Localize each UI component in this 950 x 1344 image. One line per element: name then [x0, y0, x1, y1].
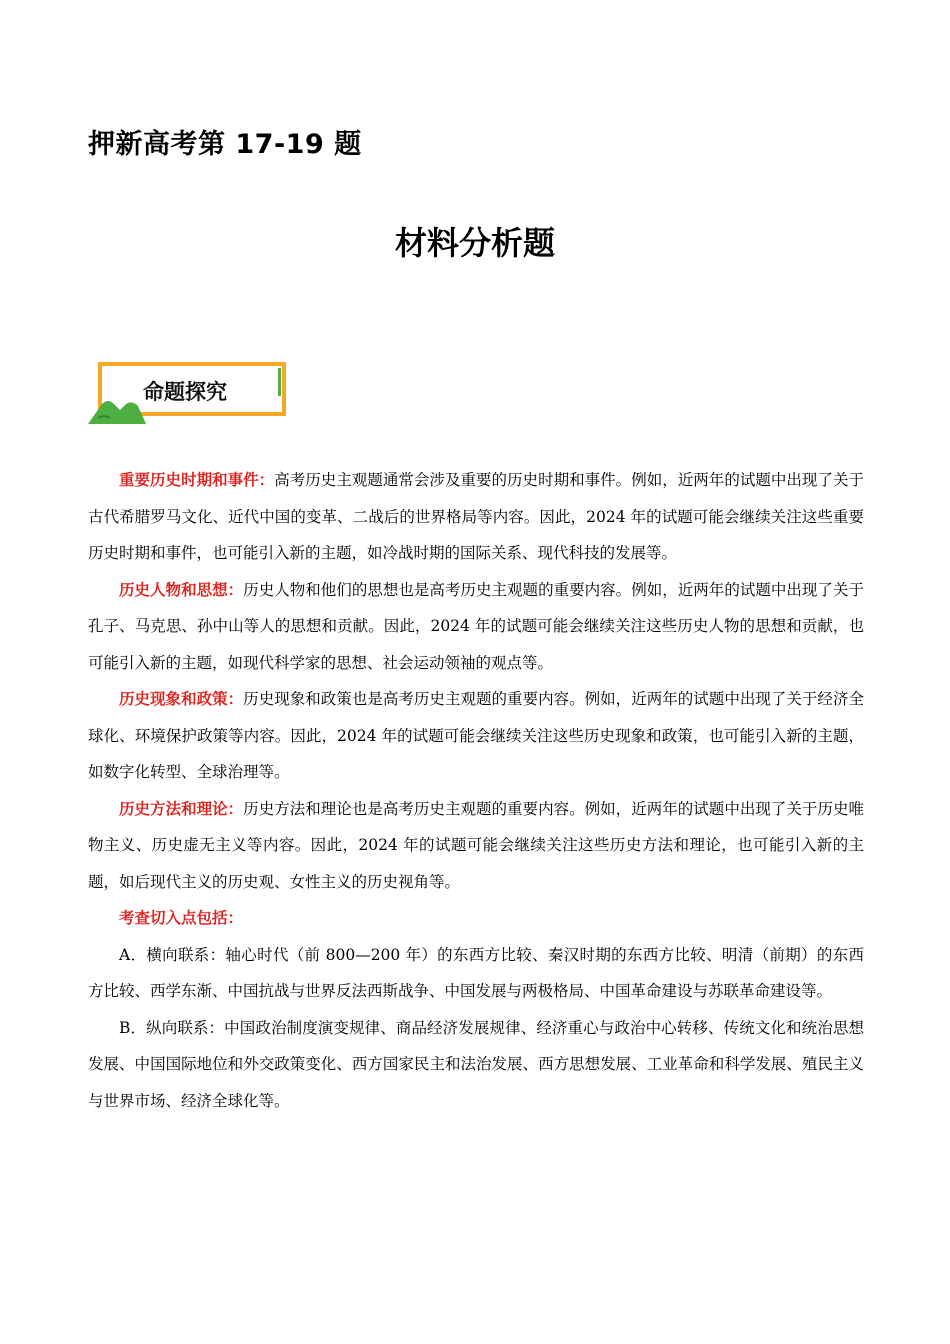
section-heading: 历史方法和理论：: [119, 799, 244, 818]
exam-points-heading-line: [88, 900, 864, 937]
exam-point-item: A．横向联系：轴心时代（前 800—200 年）的东西方比较、秦汉时期的东西方比较、明清（前期）的东西方比较、西学东渐、中国抗战与世界反法西斯战争、中国发展与两极格局、中国革命建设与苏联革命建设等。: [88, 945, 864, 1000]
banner-label: 命题探究: [143, 380, 227, 404]
section-paragraph: [88, 681, 864, 791]
section-paragraph: [88, 791, 864, 901]
exam-point-item: B．纵向联系：中国政治制度演变规律、商品经济发展规律、经济重心与政治中心转移、传统文化和统治思想发展、中国国际地位和外交政策变化、西方国家民主和法治发展、西方思想发展、工业革命和科学发展、殖民主义与世界市场、经济全球化等。: [88, 1018, 864, 1110]
section-text: 历史方法和理论也是高考历史主观题的重要内容。例如，近两年的试题中出现了关于历史唯物主义、历史虚无主义等内容。因此，2024 年的试题可能会继续关注这些历史方法和理论，也可能引入新的主题，如后现代主义的历史观、女性主义的历史视角等。: [88, 799, 864, 891]
section-banner: [88, 360, 296, 426]
page-title: 材料分析题: [394, 224, 555, 262]
section-heading: 历史现象和政策：: [119, 690, 244, 708]
section-paragraph: [88, 572, 864, 682]
section-heading: 重要历史时期和事件：: [119, 471, 275, 489]
section-paragraph: [88, 462, 864, 572]
section-text: 高考历史主观题通常会涉及重要的历史时期和事件。例如，近两年的试题中出现了关于古代希腊罗马文化、近代中国的变革、二战后的世界格局等内容。因此，2024 年的试题可能会继续关注这些重要历史时期和事件，也可能引入新的主题，如冷战时期的国际关系、现代科技的发展等。: [88, 471, 864, 562]
section-text: 历史现象和政策也是高考历史主观题的重要内容。例如，近两年的试题中出现了关于经济全球化、环境保护政策等内容。因此，2024 年的试题可能会继续关注这些历史现象和政策，也可能引入新的主题，如数字化转型、全球治理等。: [88, 690, 864, 781]
header-title: 押新高考第 17-19 题: [88, 129, 362, 160]
content-body: [88, 462, 864, 1119]
exam-points-heading: 考查切入点包括：: [119, 909, 244, 927]
section-heading: 历史人物和思想：: [119, 580, 244, 599]
section-text: 历史人物和他们的思想也是高考历史主观题的重要内容。例如，近两年的试题中出现了关于孔子、马克思、孙中山等人的思想和贡献。因此，2024 年的试题可能会继续关注这些历史人物的思想和贡献，也可能引入新的主题，如现代科学家的思想、社会运动领袖的观点等。: [88, 580, 864, 672]
